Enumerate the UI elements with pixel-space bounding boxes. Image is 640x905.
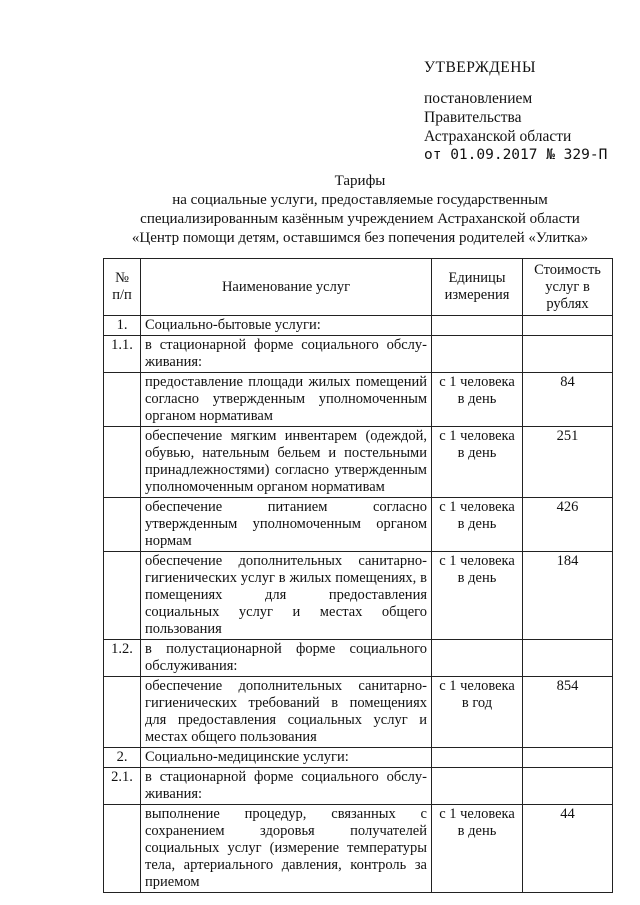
table-row <box>104 336 613 373</box>
row-name: в полустационарной форме социального обслуживания: <box>141 640 432 677</box>
row-num: 2.1. <box>104 768 141 805</box>
row-cost: 84 <box>523 373 613 427</box>
row-unit: с 1 человека в день <box>432 498 523 552</box>
row-num: 1.1. <box>104 336 141 373</box>
row-unit: с 1 человека в день <box>432 805 523 893</box>
table-row <box>104 552 613 640</box>
header-unit: Единицы измерения <box>432 259 523 316</box>
table-row <box>104 427 613 498</box>
row-name: в стационарной форме социального обслу-живания: <box>141 768 432 805</box>
row-unit: с 1 человека в день <box>432 373 523 427</box>
header-num: № п/п <box>104 259 141 316</box>
table-row <box>104 768 613 805</box>
row-cost <box>523 768 613 805</box>
row-name: предоставление площади жилых помещений согласно утвержденным уполномоченным органом нормативам <box>141 373 432 427</box>
row-num <box>104 373 141 427</box>
row-unit: с 1 человека в день <box>432 427 523 498</box>
table-row <box>104 677 613 748</box>
row-cost <box>523 336 613 373</box>
row-name: Социально-бытовые услуги: <box>141 316 432 336</box>
approval-line: Правительства <box>424 109 522 126</box>
row-unit <box>432 640 523 677</box>
title-line: на социальные услуги, предоставляемые государственным <box>172 192 548 208</box>
tariffs-table <box>103 258 613 893</box>
title-line: Тарифы <box>334 173 386 189</box>
row-num: 2. <box>104 748 141 768</box>
row-cost: 251 <box>523 427 613 498</box>
approval-line: постановлением <box>424 90 533 107</box>
row-unit <box>432 768 523 805</box>
row-num: 1.2. <box>104 640 141 677</box>
row-unit <box>432 336 523 373</box>
row-name: обеспечение дополнительных санитарно-гигиенических требований в помещениях для предоставления социальных услуг и местах общего пользования <box>141 677 432 748</box>
row-cost <box>523 316 613 336</box>
row-cost <box>523 748 613 768</box>
table-header-row <box>104 259 613 316</box>
header-cost: Стоимость услуг в рублях <box>523 259 613 316</box>
approval-heading: УТВЕРЖДЕНЫ <box>424 59 536 76</box>
table-row <box>104 805 613 893</box>
row-num <box>104 552 141 640</box>
table-row <box>104 316 613 336</box>
row-num <box>104 677 141 748</box>
row-unit <box>432 316 523 336</box>
document-title <box>100 172 620 248</box>
row-name: обеспечение питанием согласно утвержденным уполномоченным органом нормам <box>141 498 432 552</box>
row-unit <box>432 748 523 768</box>
table-row <box>104 748 613 768</box>
row-num <box>104 427 141 498</box>
row-name: в стационарной форме социального обслу-живания: <box>141 336 432 373</box>
row-num: 1. <box>104 316 141 336</box>
row-unit: с 1 человека в год <box>432 677 523 748</box>
row-num <box>104 498 141 552</box>
row-num <box>104 805 141 893</box>
table-row <box>104 498 613 552</box>
row-cost: 426 <box>523 498 613 552</box>
table-row <box>104 640 613 677</box>
row-name: обеспечение дополнительных санитарно-гигиенических услуг в жилых помещениях, в помещениях для предоставления социальных услуг и местах общего пользования <box>141 552 432 640</box>
approval-line: Астраханской области <box>424 128 572 145</box>
row-unit: с 1 человека в день <box>432 552 523 640</box>
title-line: «Центр помощи детям, оставшимся без попечения родителей «Улитка» <box>131 230 589 246</box>
row-name: Социально-медицинские услуги: <box>141 748 432 768</box>
row-name: выполнение процедур, связанных с сохранением здоровья получателей социальных услуг (измерение температуры тела, артериального давления, контроль за приемом <box>141 805 432 893</box>
row-cost: 184 <box>523 552 613 640</box>
title-line: специализированным казённым учреждением Астраханской области <box>140 211 580 227</box>
header-name: Наименование услуг <box>141 259 432 316</box>
row-cost: 854 <box>523 677 613 748</box>
row-cost <box>523 640 613 677</box>
row-name: обеспечение мягким инвентарем (одеждой, обувью, нательным бельем и постельными принадлежностями) согласно утвержденным уполномоченным органом нормативам <box>141 427 432 498</box>
row-cost: 44 <box>523 805 613 893</box>
approval-decree-number: от 01.09.2017 № 329-П <box>424 147 608 163</box>
table-row <box>104 373 613 427</box>
approval-block <box>424 58 607 165</box>
